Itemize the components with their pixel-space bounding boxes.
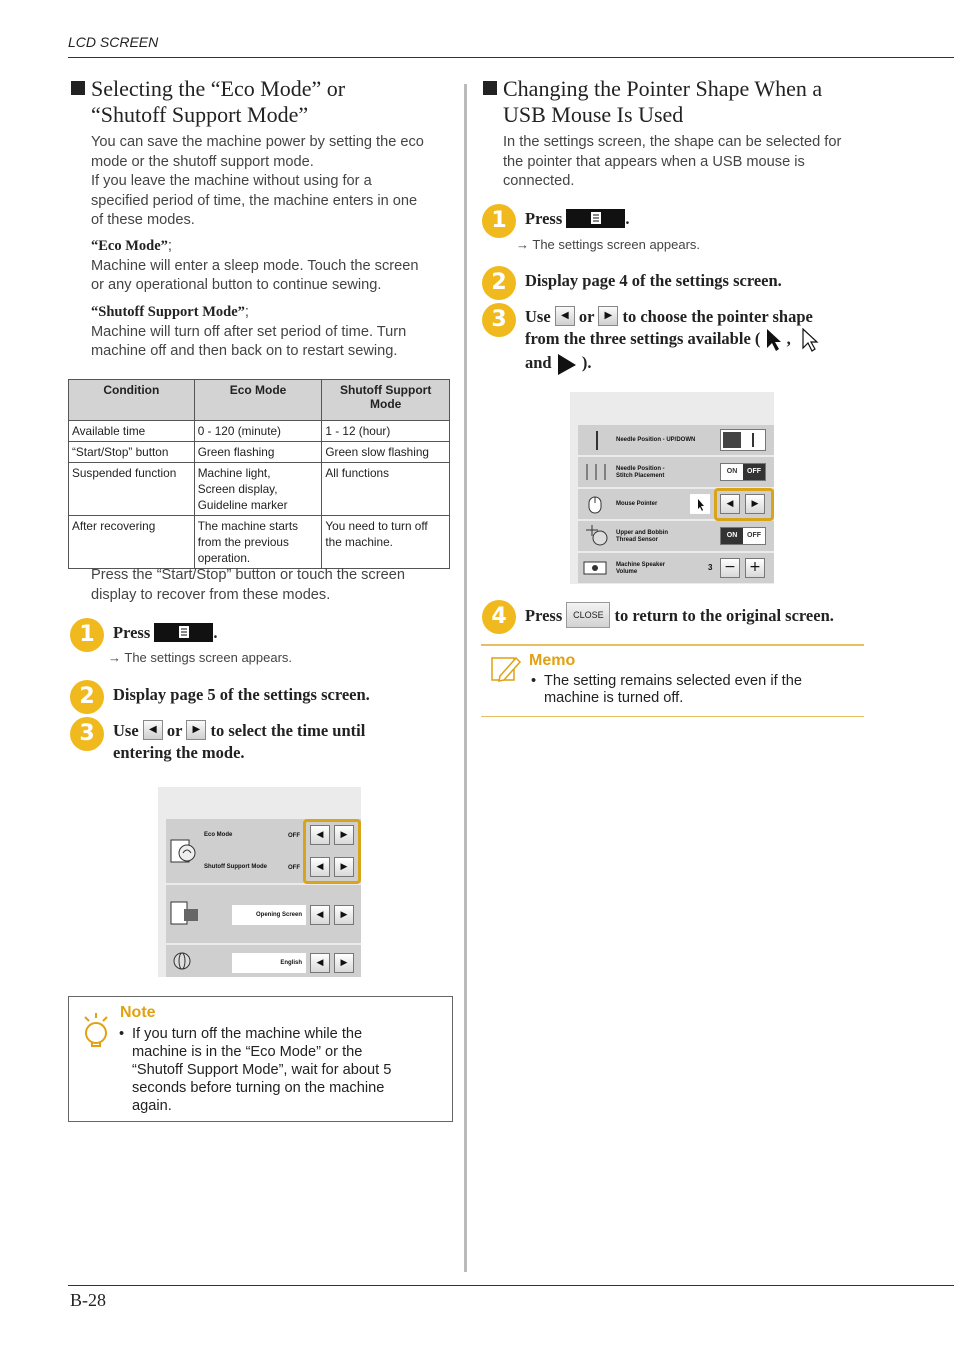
eco-desc-line: or any operational button to continue sewing. — [91, 277, 382, 293]
table-cell: Green flashing — [194, 442, 322, 463]
thread-sensor-toggle[interactable] — [720, 527, 766, 545]
settings-page-icon — [178, 625, 190, 639]
table-cell: “Start/Stop” button — [69, 442, 195, 463]
table-cell: 1 - 12 (hour) — [322, 421, 450, 442]
left-title-line1: Selecting the “Eco Mode” or — [91, 76, 346, 101]
page-number: B-28 — [70, 1290, 106, 1310]
step-number: 1 — [482, 204, 516, 238]
toggle-on[interactable]: ON — [726, 468, 738, 475]
left-step1 — [113, 622, 218, 644]
note-line: again. — [132, 1098, 172, 1114]
step-number: 3 — [70, 717, 104, 751]
right-arrow-button[interactable]: ▶ — [186, 720, 206, 740]
intro-line: You can save the machine power by setting the eco — [91, 134, 424, 150]
step-number: 3 — [482, 303, 516, 337]
arrow-right-icon: → — [516, 237, 529, 252]
needle-icon — [590, 430, 604, 452]
pointer-left-button[interactable]: ◀ — [720, 494, 740, 514]
opening-right-button[interactable]: ▶ — [334, 905, 354, 925]
note-line: seconds before turning on the machine — [132, 1080, 385, 1096]
step-number: 4 — [482, 600, 516, 634]
label-line: Thread Sensor — [616, 537, 659, 543]
eco-right-button[interactable]: ▶ — [334, 825, 354, 845]
pointer-preview-icon — [690, 494, 710, 514]
eco-mode-icon — [170, 839, 198, 865]
volume-minus-button[interactable]: − — [720, 558, 740, 578]
step-text: Press — [525, 605, 563, 625]
mode-comparison-table — [68, 379, 450, 569]
table-cell: You need to turn off the machine. — [322, 516, 450, 569]
table-cell: Available time — [69, 421, 195, 442]
language-left-button[interactable]: ◀ — [310, 953, 330, 973]
pointer-large-arrow-icon — [556, 353, 578, 377]
table-cell: Machine light, Screen display, Guideline marker — [194, 463, 322, 516]
memo-pencil-icon — [490, 654, 522, 684]
needle-placement-toggle[interactable] — [720, 463, 766, 481]
eco-mode-name: “Eco Mode” — [91, 238, 168, 254]
intro-line: In the settings screen, the shape can be selected for — [503, 134, 842, 150]
language-right-button[interactable]: ▶ — [334, 953, 354, 973]
footer-rule — [68, 1285, 954, 1286]
intro-line: the pointer that appears when a USB mouse is — [503, 153, 805, 170]
intro-line: specified period of time, the machine enters in one — [91, 192, 418, 209]
shutoff-mode-desc: “Shutoff Support Mode”; Machine will turn off after set period of time. Turn machine off and then back on to restart sewing. — [91, 303, 451, 362]
mouse-pointer-label: Mouse Pointer — [616, 501, 658, 507]
eco-mode-label: Eco Mode — [204, 832, 233, 838]
step-text: entering the mode. — [113, 743, 245, 763]
table-cell: All functions — [322, 463, 450, 516]
shutoff-mode-value: OFF — [288, 865, 300, 871]
result-text: The settings screen appears. — [532, 237, 701, 252]
pointer-settings-screen — [570, 392, 774, 584]
shutoff-mode-label: Shutoff Support Mode — [204, 864, 267, 870]
thread-sensor-icon — [584, 524, 610, 548]
volume-value: 3 — [708, 563, 713, 572]
note-line: • If you turn off the machine while the — [132, 1026, 363, 1042]
step-number: 2 — [482, 266, 516, 300]
speaker-volume-label — [616, 562, 665, 576]
intro-line: of these modes. — [91, 212, 195, 228]
left-section-title — [91, 76, 461, 128]
bullet-square-icon — [71, 81, 85, 95]
memo-bottom-rule — [481, 716, 864, 717]
shutoff-desc-line: machine off and then back on to restart sewing. — [91, 343, 398, 359]
left-title-line2: “Shutoff Support Mode” — [91, 102, 309, 127]
memo-line: machine is turned off. — [544, 690, 684, 706]
thread-sensor-label — [616, 530, 668, 544]
step-text: , — [786, 329, 791, 349]
right-title-line2: USB Mouse Is Used — [503, 102, 684, 127]
eco-left-button[interactable]: ◀ — [310, 825, 330, 845]
needle-placement-label — [616, 466, 665, 480]
stitch-placement-icon — [582, 462, 610, 484]
recover-line: display to recover from these modes. — [91, 586, 331, 603]
memo-top-rule — [481, 644, 864, 646]
language-globe-icon — [172, 951, 194, 971]
table-header: Condition — [69, 380, 195, 421]
recover-text — [91, 566, 451, 605]
right-section-title — [503, 76, 873, 128]
left-step2: Display page 5 of the settings screen. — [113, 685, 370, 704]
pointer-right-button[interactable]: ▶ — [745, 494, 765, 514]
step-text: from the three settings available ( — [525, 329, 761, 349]
left-step3 — [113, 720, 365, 763]
column-divider — [464, 84, 467, 1272]
memo-title: Memo — [529, 652, 576, 669]
pointer-white-arrow-icon — [801, 328, 819, 352]
note-title: Note — [120, 1004, 156, 1021]
left-intro — [91, 133, 451, 231]
settings-page-icon — [590, 211, 602, 225]
right-step1-result — [516, 237, 700, 252]
table-header: Eco Mode — [194, 380, 322, 421]
step-text: to return to the original screen. — [614, 605, 834, 625]
shutoff-desc-line: Machine will turn off after set period of time. Turn — [91, 323, 407, 340]
note-line: machine is in the “Eco Mode” or the — [132, 1044, 363, 1060]
opening-screen-value: Opening Screen — [232, 905, 306, 925]
needle-updown-toggle[interactable] — [720, 429, 766, 451]
step-text: Press — [113, 623, 151, 642]
intro-line: mode or the shutoff support mode. — [91, 153, 314, 170]
intro-line: connected. — [503, 173, 575, 189]
step-text: and — [525, 353, 552, 373]
memo-line: • The setting remains selected even if the — [544, 673, 802, 689]
step-text: or — [578, 307, 595, 326]
lightbulb-icon — [81, 1011, 111, 1051]
recover-line: Press the “Start/Stop” button or touch the screen — [91, 567, 405, 583]
step-text: Use — [113, 721, 139, 740]
note-text — [119, 1025, 439, 1115]
table-cell: The machine starts from the previous operation. — [194, 516, 322, 569]
shutoff-left-button[interactable]: ◀ — [310, 857, 330, 877]
language-value: English — [232, 953, 306, 973]
note-box — [68, 996, 453, 1122]
step-text: . — [213, 623, 218, 642]
table-cell: Green slow flashing — [322, 442, 450, 463]
shutoff-right-button[interactable]: ▶ — [334, 857, 354, 877]
table-cell: 0 - 120 (minute) — [194, 421, 322, 442]
bullet-square-icon — [483, 81, 497, 95]
table-cell: Suspended function — [69, 463, 195, 516]
left-arrow-button[interactable]: ◀ — [555, 306, 575, 326]
speaker-icon — [582, 558, 610, 578]
opening-screen-icon — [170, 901, 200, 927]
step-text: to choose the pointer shape — [622, 307, 813, 326]
right-step1 — [525, 208, 630, 230]
right-step2: Display page 4 of the settings screen. — [525, 271, 782, 290]
eco-mode-value: OFF — [288, 833, 300, 839]
right-step4 — [525, 604, 834, 630]
needle-position-icon — [721, 430, 765, 450]
eco-desc-line: Machine will enter a sleep mode. Touch the screen — [91, 257, 419, 274]
toggle-off[interactable]: OFF — [747, 532, 761, 539]
toggle-on[interactable]: ON — [721, 528, 743, 544]
eco-settings-screen — [158, 787, 361, 977]
opening-left-button[interactable]: ◀ — [310, 905, 330, 925]
step-text: or — [166, 721, 183, 740]
table-cell: After recovering — [69, 516, 195, 569]
right-arrow-button[interactable]: ▶ — [598, 306, 618, 326]
label-line: Upper and Bobbin — [616, 530, 668, 536]
label-line: Stitch Placement — [616, 473, 665, 479]
step-text: ). — [581, 353, 592, 373]
left-arrow-button[interactable]: ◀ — [143, 720, 163, 740]
settings-page-button[interactable] — [154, 623, 213, 642]
step-text: . — [625, 209, 630, 228]
header-rule — [68, 57, 954, 58]
highlight-frame — [303, 819, 361, 884]
pointer-preview — [690, 494, 710, 514]
step-number: 1 — [70, 618, 104, 652]
left-step1-result — [108, 650, 292, 665]
settings-page-button[interactable] — [566, 209, 625, 228]
result-text: The settings screen appears. — [124, 650, 293, 665]
toggle-off[interactable]: OFF — [743, 464, 765, 480]
step-text: Press — [525, 209, 563, 228]
step-text: Use — [525, 307, 551, 326]
note-line: “Shutoff Support Mode”, wait for about 5 — [132, 1062, 392, 1078]
label-line: Machine Speaker — [616, 562, 666, 568]
shutoff-mode-name: “Shutoff Support Mode” — [91, 304, 245, 320]
pointer-black-arrow-icon — [765, 328, 783, 352]
eco-mode-desc: “Eco Mode”; Machine will enter a sleep mode. Touch the screen or any operational button to continue sewing. — [91, 237, 451, 296]
highlight-frame — [714, 488, 774, 521]
needle-updown-label: Needle Position - UP/DOWN — [616, 437, 696, 443]
step-text: to select the time until — [210, 721, 366, 740]
volume-plus-button[interactable]: + — [745, 558, 765, 578]
intro-line: If you leave the machine without using for a — [91, 173, 372, 189]
right-step3 — [525, 306, 819, 377]
running-header: LCD SCREEN — [68, 34, 159, 50]
arrow-right-icon: → — [108, 650, 121, 665]
mouse-icon — [584, 493, 606, 515]
memo-text — [531, 673, 851, 707]
close-button[interactable]: CLOSE — [566, 602, 610, 628]
table-header: Shutoff Support Mode — [322, 380, 450, 421]
right-intro — [503, 133, 863, 192]
label-line: Volume — [616, 569, 638, 575]
label-line: Needle Position - — [616, 466, 665, 472]
right-title-line1: Changing the Pointer Shape When a — [503, 76, 823, 101]
step-number: 2 — [70, 680, 104, 714]
